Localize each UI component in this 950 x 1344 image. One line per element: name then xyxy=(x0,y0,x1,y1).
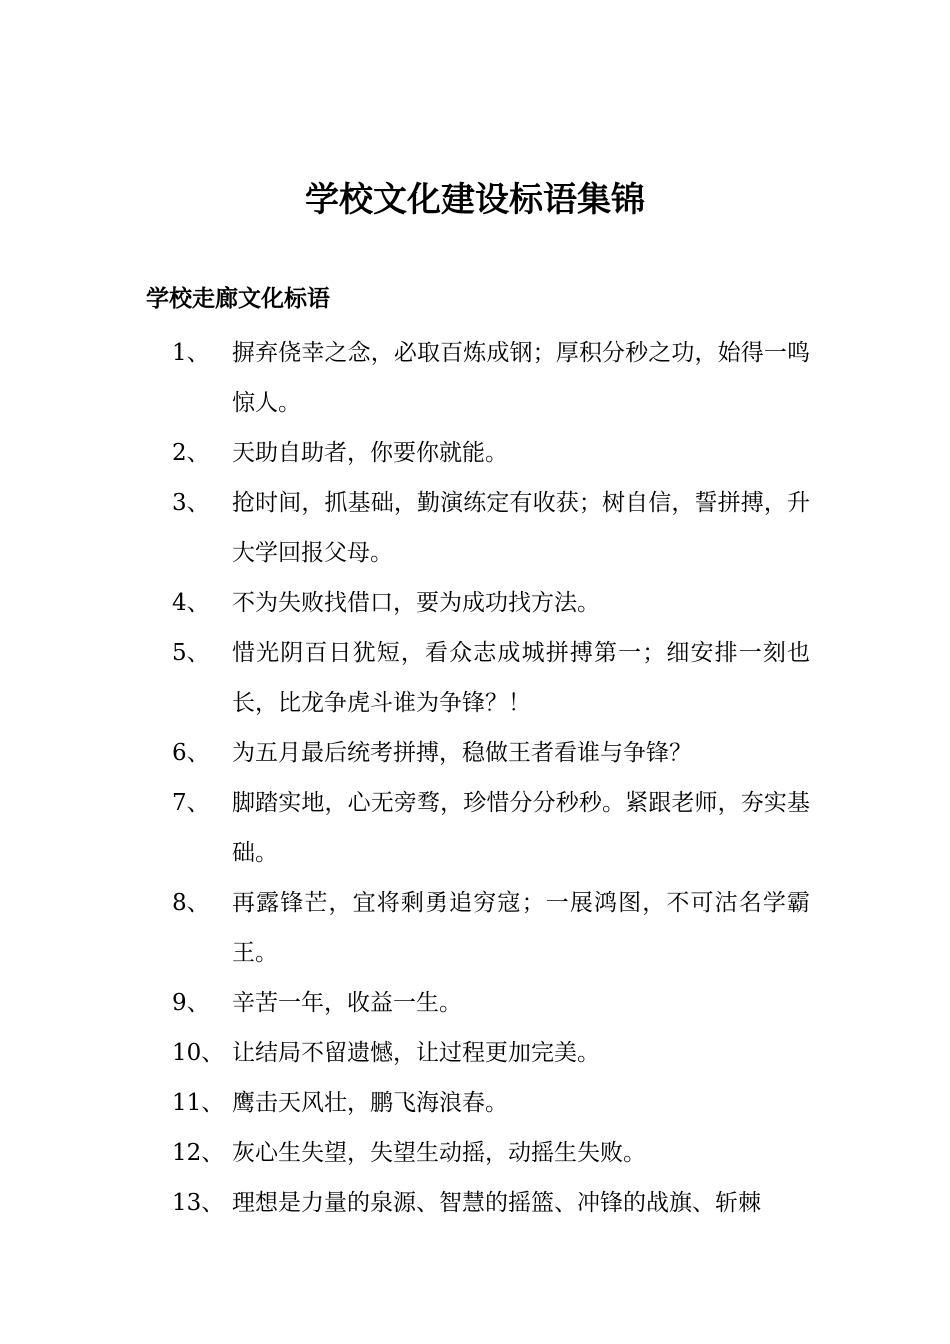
list-item xyxy=(172,428,812,478)
item-text: 摒弃侥幸之念，必取百炼成钢；厚积分秒之功，始得一鸣惊人。 xyxy=(232,340,810,416)
item-text: 再露锋芒，宜将剩勇追穷寇；一展鸿图，不可沽名学霸王。 xyxy=(232,890,810,966)
item-number: 8、 xyxy=(172,890,210,916)
list-item xyxy=(172,1178,812,1228)
item-number: 6、 xyxy=(172,740,210,766)
slogan-list xyxy=(172,328,812,1228)
document-title: 学校文化建设标语集锦 xyxy=(305,180,645,220)
item-text: 惜光阴百日犹短，看众志成城拼搏第一；细安排一刻也长，比龙争虎斗谁为争锋？！ xyxy=(232,640,810,716)
item-text: 让结局不留遗憾，让过程更加完美。 xyxy=(232,1040,600,1066)
list-item xyxy=(172,978,812,1028)
item-number: 5、 xyxy=(172,640,210,666)
item-text: 辛苦一年，收益一生。 xyxy=(232,990,462,1016)
item-text: 不为失败找借口，要为成功找方法。 xyxy=(232,590,600,616)
item-number: 3、 xyxy=(172,490,210,516)
item-number: 13、 xyxy=(172,1190,225,1216)
item-text: 为五月最后统考拼搏，稳做王者看谁与争锋？ xyxy=(232,740,692,766)
item-number: 12、 xyxy=(172,1140,225,1166)
list-item xyxy=(172,878,812,978)
item-text: 理想是力量的泉源、智慧的摇篮、冲锋的战旗、斩棘 xyxy=(232,1190,761,1216)
list-item xyxy=(172,1028,812,1078)
item-number: 11、 xyxy=(172,1090,225,1116)
list-item xyxy=(172,778,812,878)
item-text: 灰心生失望，失望生动摇，动摇生失败。 xyxy=(232,1140,646,1166)
item-number: 7、 xyxy=(172,790,210,816)
item-text: 天助自助者，你要你就能。 xyxy=(232,440,508,466)
item-text: 鹰击天风壮，鹏飞海浪春。 xyxy=(232,1090,508,1116)
list-item xyxy=(172,578,812,628)
item-text: 抢时间，抓基础，勤演练定有收获；树自信，誓拼搏，升大学回报父母。 xyxy=(232,490,810,566)
item-number: 4、 xyxy=(172,590,210,616)
item-number: 2、 xyxy=(172,440,210,466)
list-item xyxy=(172,478,812,578)
list-item xyxy=(172,1078,812,1128)
item-number: 9、 xyxy=(172,990,210,1016)
list-item xyxy=(172,728,812,778)
list-item xyxy=(172,628,812,728)
list-item xyxy=(172,328,812,428)
item-number: 10、 xyxy=(172,1040,225,1066)
item-number: 1、 xyxy=(172,340,210,366)
item-text: 脚踏实地，心无旁骛，珍惜分分秒秒。紧跟老师，夯实基础。 xyxy=(232,790,810,866)
section-heading: 学校走廊文化标语 xyxy=(146,286,330,312)
list-item xyxy=(172,1128,812,1178)
